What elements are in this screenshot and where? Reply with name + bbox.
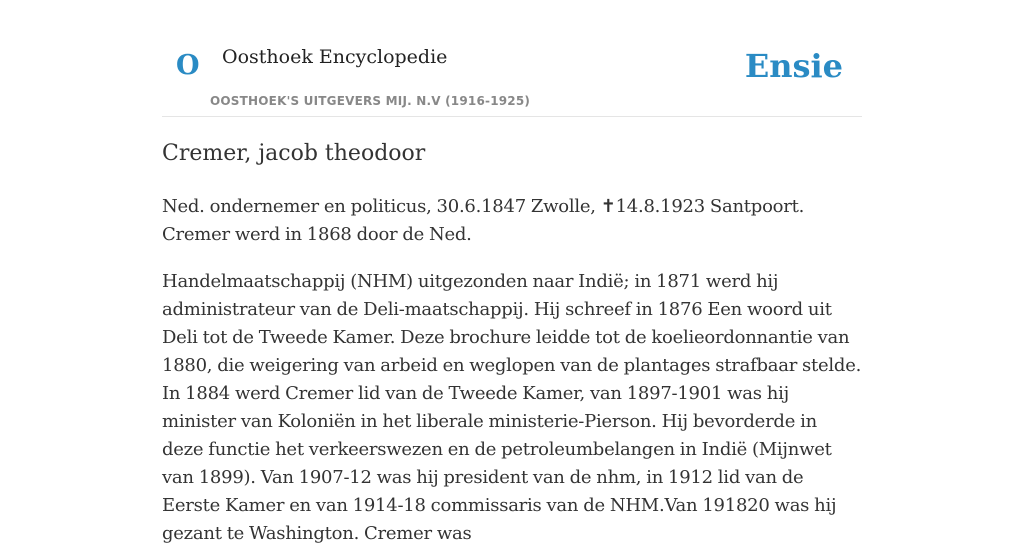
source-logo[interactable]: O xyxy=(176,50,200,81)
entry-paragraph-1: Ned. ondernemer en politicus, 30.6.1847 Zwolle, ✝14.8.1923 Santpoort. Cremer werd in 1868 door de Ned. xyxy=(162,196,805,245)
entry-content xyxy=(162,138,862,548)
entry-paragraph-2: Handelmaatschappij (NHM) uitgezonden naar Indië; in 1871 werd hij administrateur van de Deli-maatschappij. Hij schreef in 1876 Een woord uit Deli tot de Tweede Kamer. Deze brochure leidde tot de koelieordonnantie van 1880, die weigering van arbeid en weglopen van de plantages strafbaar stelde. In 1884 werd Cremer lid van de Tweede Kamer, van 1897-1901 was hij minister van Koloniën in het liberale ministerie-Pierson. Hij bevorderde in deze functie het verkeerswezen en de petroleumbelangen in Indië (Mijnwet van 1899). Van 1907-12 was hij president van de nhm, in 1912 lid van de Eerste Kamer en van 1914-18 commissaris van de NHM.Van 191820 was hij gezant te Washington. Cremer was xyxy=(162,271,862,544)
source-header xyxy=(162,0,862,117)
entry-title: Cremer, jacob theodoor xyxy=(162,141,426,166)
source-title[interactable]: Oosthoek Encyclopedie xyxy=(222,46,448,68)
source-subtitle: OOSTHOEK'S UITGEVERS MIJ. N.V (1916-1925) xyxy=(210,94,531,108)
ensie-brand-link[interactable]: Ensie xyxy=(744,47,843,85)
